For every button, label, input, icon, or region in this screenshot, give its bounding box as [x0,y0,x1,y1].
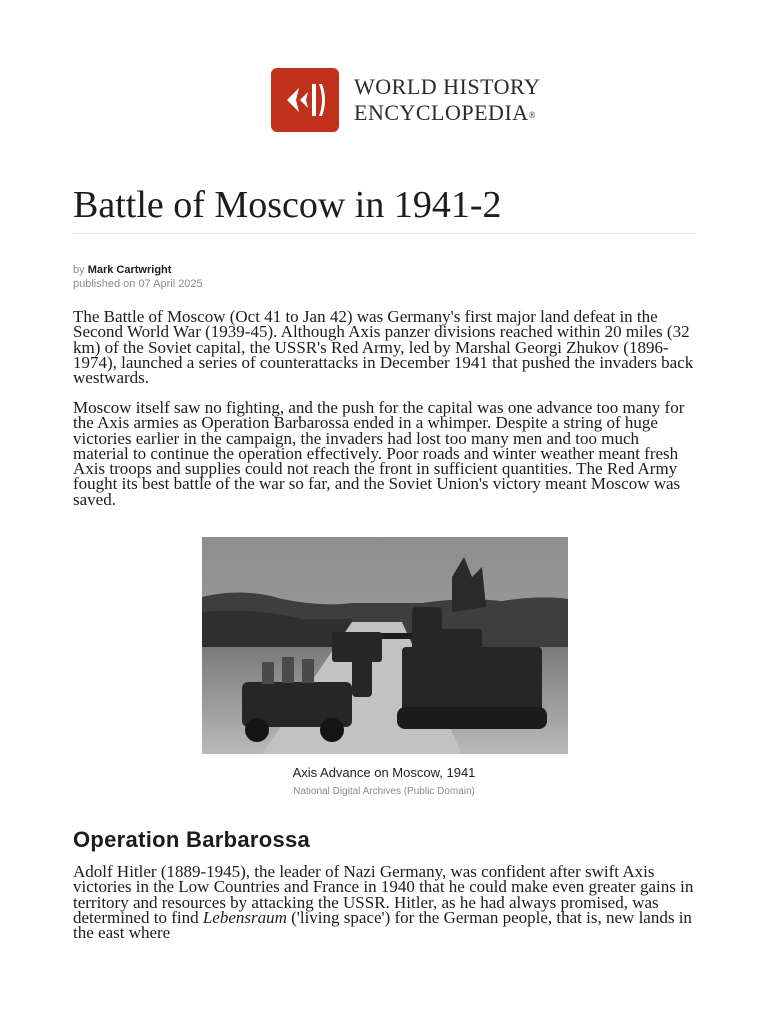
article-title: Battle of Moscow in 1941-2 [73,184,502,226]
photo-credit: National Digital Archives (Public Domain) [293,786,475,797]
registered-mark: ® [528,110,537,120]
article-paragraph-3: Adolf Hitler (1889-1945), the leader of Nazi Germany, was confident after swift Axis victories in the Low Countries and France in 1940 that he could make even greater gains in territory and resources by attacking the USSR. Hitler, as he had always promised, was determined to find Lebensraum ('living space') for the German people, that is, new lands in the east where [73,862,694,943]
photo-image [202,537,568,754]
publish-date: published on 07 April 2025 [73,278,203,290]
photo-caption: Axis Advance on Moscow, 1941 [292,765,476,780]
lebensraum-term: Lebensraum [202,907,287,927]
section-heading: Operation Barbarossa [73,827,311,852]
by-label: by [73,264,85,276]
title-divider [73,233,696,234]
article-paragraph-2: Moscow itself saw no fighting, and the push for the capital was one advance too many for the Axis armies as Operation Barbarossa ended in a whimper. Despite a string of huge victories earlier in the campaign, the invaders had lost too many men and too much material to continue the operation effectively. Poor roads and winter weather meant fresh Axis troops and supplies could not reach the front in sufficient quantities. The Red Army fought its best battle of the war so far, and the Soviet Union's victory meant Moscow was saved. [73,398,685,509]
article-paragraph-1: The Battle of Moscow (Oct 41 to Jan 42) was Germany's first major land defeat in the Second World War (1939-45). Although Axis panzer divisions reached within 20 miles (32 km) of the Soviet capital, the USSR's Red Army, led by Marshal Georgi Zhukov (1896-1974), launched a series of counterattacks in December 1941 that pushed the invaders back westwards. [73,307,694,388]
author-link[interactable]: Mark Cartwright [87,264,172,276]
byline [73,263,203,291]
logo-line-1: WORLD HISTORY [354,74,541,99]
logo-line-2: ENCYCLOPEDIA® [354,100,537,125]
logo-mark-icon [271,68,339,132]
article-photo[interactable] [202,537,568,754]
site-logo[interactable] [271,68,540,132]
logo-wordmark [354,74,540,126]
author-line [73,263,203,277]
